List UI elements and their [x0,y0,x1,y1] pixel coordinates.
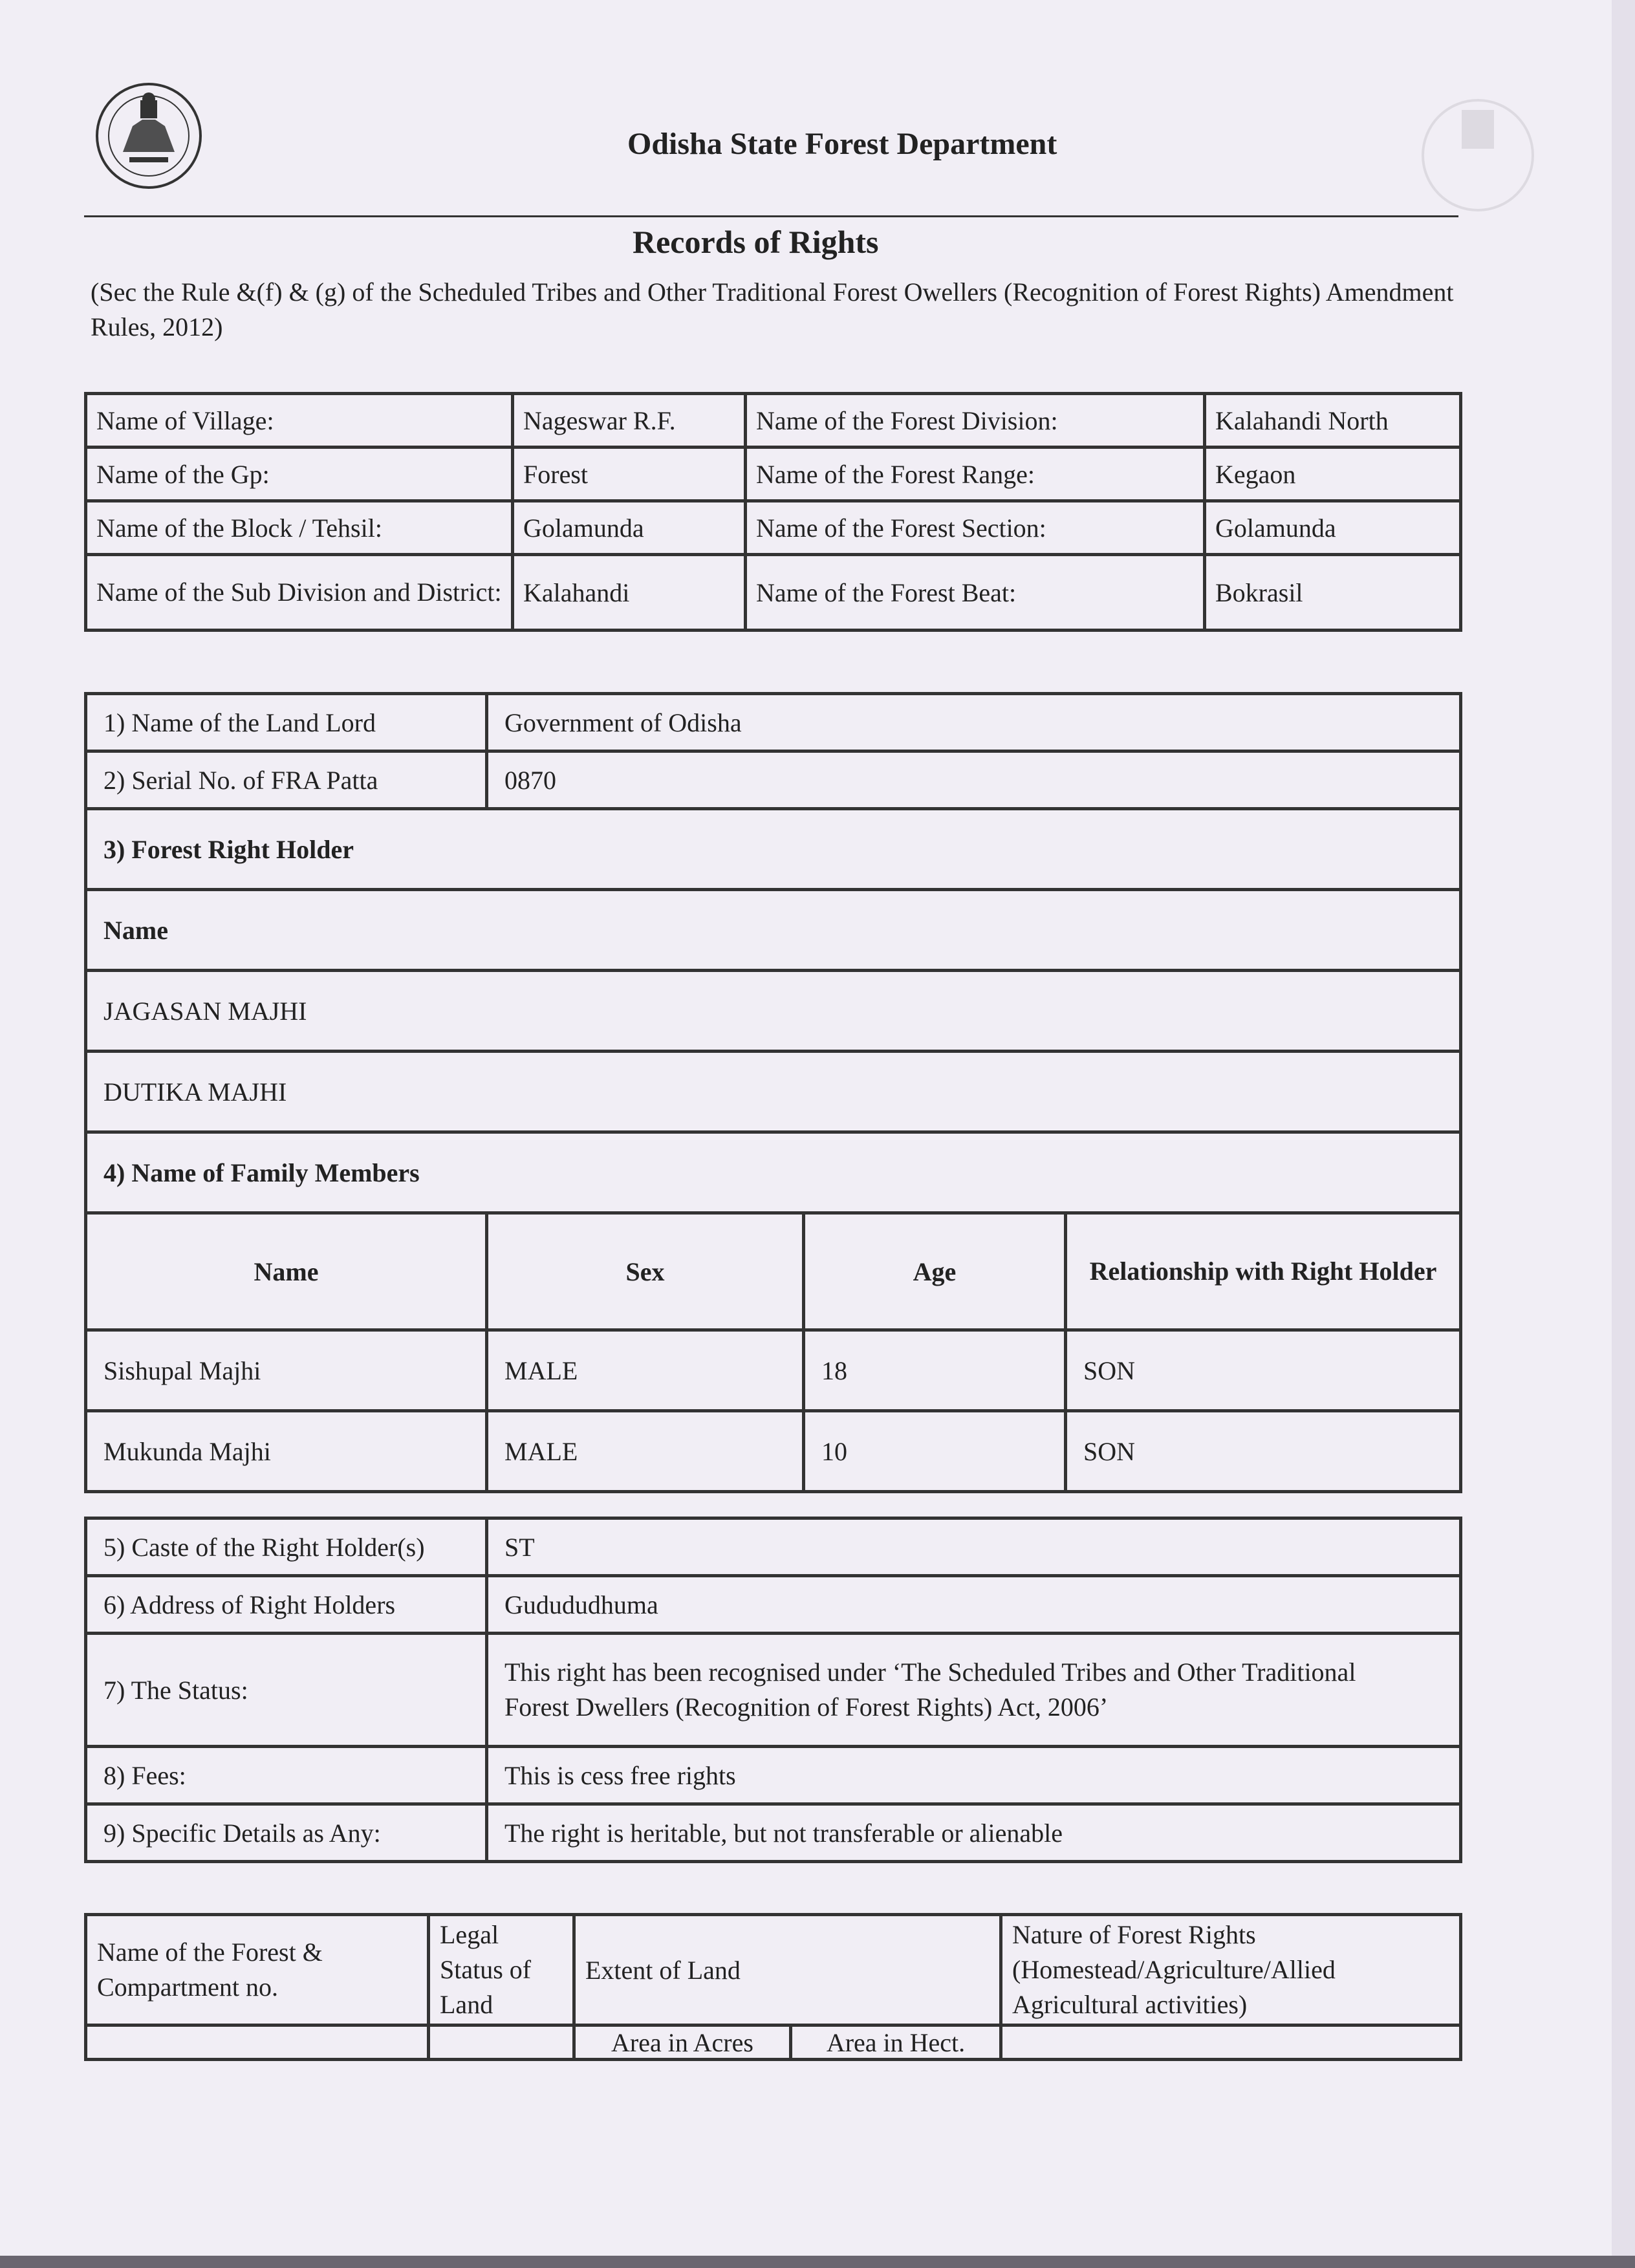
column-header-name: Name [86,1213,487,1330]
member-relation: SON [1066,1330,1461,1411]
land-lord-value: Government of Odisha [487,694,1461,751]
table-row [86,1576,1461,1634]
member-name: Mukunda Majhi [86,1411,487,1492]
document-title: Records of Rights [633,224,879,260]
table-row [86,1634,1461,1747]
address-label: 6) Address of Right Holders [86,1576,487,1634]
document-subtitle: (Sec the Rule &(f) & (g) of the Scheduled Tribes and Other Traditional Forest Owellers (Recognition of Forest Rights) Amendment Rules, 2012) [91,277,1454,341]
forest-beat-label: Name of the Forest Beat: [746,555,1205,631]
gp-label: Name of the Gp: [86,448,513,501]
rights-record-table [84,692,1462,1493]
scan-bottom-edge [0,2256,1635,2268]
block-value: Golamunda [513,501,746,555]
status-value-line: This right has been recognised under ‘The Scheduled Tribes and Other Traditional [504,1658,1356,1687]
gp-value: Forest [513,448,746,501]
family-members-heading: 4) Name of Family Members [86,1132,1461,1213]
caste-value: ST [487,1518,1461,1576]
forest-division-label: Name of the Forest Division: [746,394,1205,448]
fees-value: This is cess free rights [487,1747,1461,1804]
forest-section-value: Golamunda [1205,501,1461,555]
status-value-line: Forest Dwellers (Recognition of Forest Rights) Act, 2006’ [504,1692,1109,1722]
village-value: Nageswar R.F. [513,394,746,448]
table-row [86,1213,1461,1330]
specific-details-value: The right is heritable, but not transferable or alienable [487,1804,1461,1862]
table-row [86,971,1461,1052]
address-value: Gudududhuma [487,1576,1461,1634]
table-row [86,1132,1461,1213]
table-row [86,394,1461,448]
subdivision-label: Name of the Sub Division and District: [86,555,513,631]
forest-beat-value: Bokrasil [1205,555,1461,631]
village-label: Name of Village: [86,394,513,448]
faded-watermark-emblem-icon [1416,84,1539,220]
nature-of-rights-cell [1001,2025,1461,2060]
table-row [86,501,1461,555]
nature-of-rights-header: Nature of Forest Rights (Homestead/Agriculture/Allied Agricultural activities) [1001,1915,1461,2025]
table-row [86,809,1461,890]
serial-label: 2) Serial No. of FRA Patta [86,751,487,809]
block-label: Name of the Block / Tehsil: [86,501,513,555]
location-table [84,392,1462,632]
column-header-relationship: Relationship with Right Holder [1066,1213,1461,1330]
forest-compartment-header: Name of the Forest & Compartment no. [86,1915,429,2025]
extent-of-land-header: Extent of Land [574,1915,1001,2025]
table-row [86,1804,1461,1862]
table-row [86,890,1461,971]
forest-section-label: Name of the Forest Section: [746,501,1205,555]
table-row [86,1518,1461,1576]
specific-details-label: 9) Specific Details as Any: [86,1804,487,1862]
rights-details-table [84,1517,1462,1863]
table-row [86,1330,1461,1411]
table-row [86,1052,1461,1132]
member-name: Sishupal Majhi [86,1330,487,1411]
status-label: 7) The Status: [86,1634,487,1747]
subdivision-value: Kalahandi [513,555,746,631]
area-hect-header: Area in Hect. [791,2025,1001,2060]
holder-name: JAGASAN MAJHI [86,971,1461,1052]
holder-name-heading: Name [86,890,1461,971]
table-row [86,555,1461,631]
department-name: Odisha State Forest Department [627,127,1057,161]
forest-compartment-cell [86,2025,429,2060]
holder-name: DUTIKA MAJHI [86,1052,1461,1132]
table-row [86,2025,1461,2060]
table-row [86,751,1461,809]
land-lord-label: 1) Name of the Land Lord [86,694,487,751]
member-age: 10 [804,1411,1066,1492]
area-acres-header: Area in Acres [574,2025,791,2060]
table-row [86,1411,1461,1492]
table-row [86,448,1461,501]
header-divider [84,215,1458,217]
column-header-age: Age [804,1213,1066,1330]
land-details-table [84,1913,1462,2061]
fees-label: 8) Fees: [86,1747,487,1804]
table-row [86,1747,1461,1804]
page-edge [1612,0,1635,2268]
member-relation: SON [1066,1411,1461,1492]
status-value [487,1634,1461,1747]
forest-division-value: Kalahandi North [1205,394,1461,448]
member-sex: MALE [487,1411,804,1492]
forest-range-value: Kegaon [1205,448,1461,501]
column-header-sex: Sex [487,1213,804,1330]
table-row [86,694,1461,751]
legal-status-header: Legal Status of Land [429,1915,574,2025]
forest-right-holder-heading: 3) Forest Right Holder [86,809,1461,890]
caste-label: 5) Caste of the Right Holder(s) [86,1518,487,1576]
legal-status-cell [429,2025,574,2060]
member-sex: MALE [487,1330,804,1411]
table-row [86,1915,1461,2025]
serial-value: 0870 [487,751,1461,809]
forest-range-label: Name of the Forest Range: [746,448,1205,501]
odisha-state-emblem-icon [94,81,204,191]
member-age: 18 [804,1330,1066,1411]
